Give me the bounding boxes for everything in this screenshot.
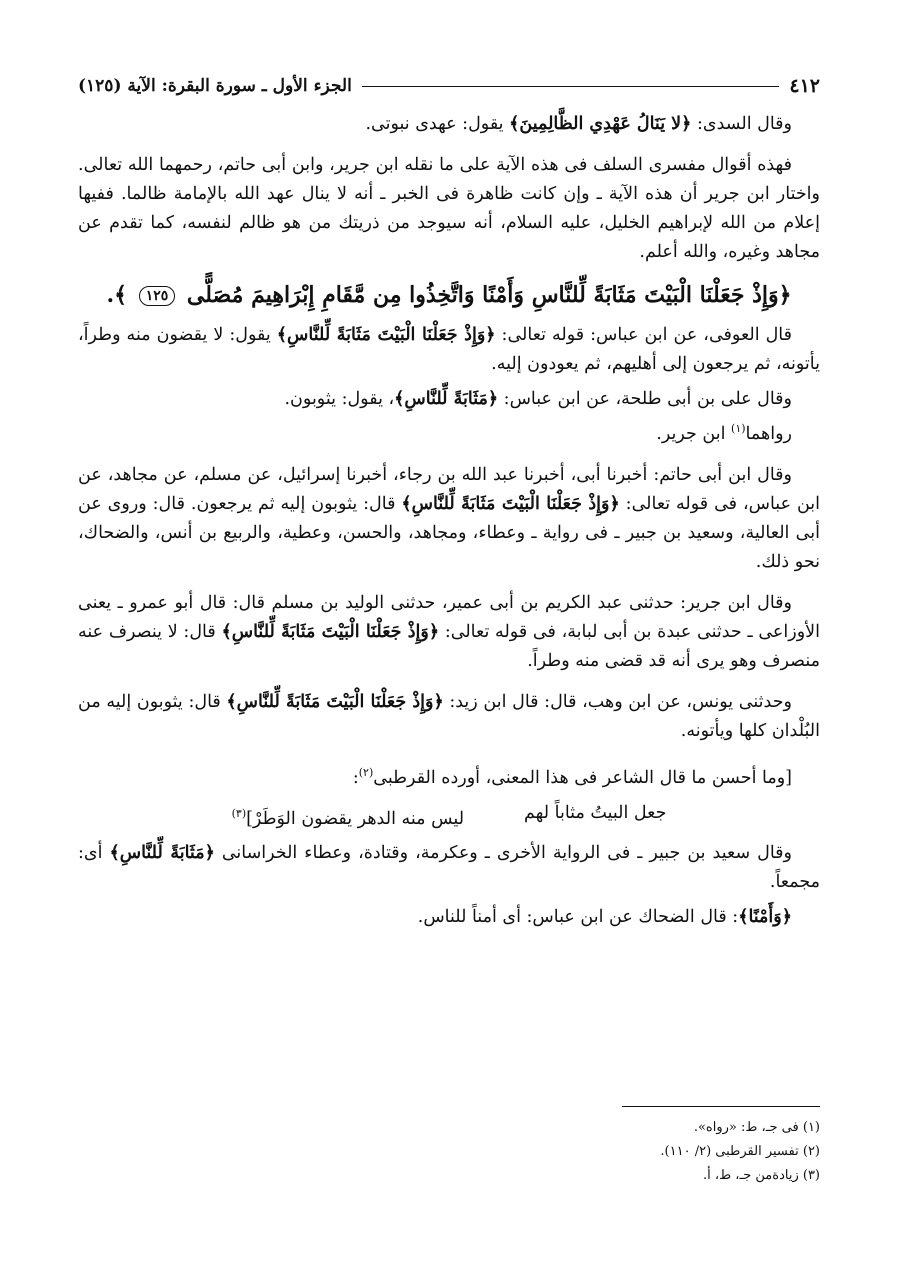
footnote-ref: (١) xyxy=(731,422,746,435)
paragraph-text: : قال الضحاك عن ابن عباس: أى أمناً للناس. xyxy=(417,907,739,928)
paragraph-yunus xyxy=(78,688,820,746)
paragraph-text: وقال سعيد بن جبير ـ فى الرواية الأخرى ـ وعكرمة، وقتادة، وعطاء الخراسانى xyxy=(214,843,792,864)
footnote-separator xyxy=(622,1106,820,1107)
paragraph-abi-hatim xyxy=(78,461,820,577)
paragraph-text: رواهما xyxy=(745,423,792,444)
poem-text: ليس منه الدهر يقضون الوَطَرْ] xyxy=(246,808,465,829)
paragraph-text: قال العوفى، عن ابن عباس: قوله تعالى: xyxy=(495,325,793,345)
quran-quote: ﴿وَأَمْنًا﴾ xyxy=(738,907,792,928)
header-rule xyxy=(362,86,780,87)
quran-quote: ﴿وَإِذْ جَعَلْنَا الْبَيْتَ مَثَابَةً لِّلنَّاسِ﴾ xyxy=(221,621,440,642)
footnotes xyxy=(78,1116,820,1188)
poem-hemistich-left xyxy=(232,799,464,834)
paragraph-text: يقول: لا يقضون منه وطراً، يأتونه، ثم يرجعون إلى أهليهم، ثم يعودون إليه. xyxy=(78,325,820,374)
paragraph-rawahuma xyxy=(78,414,820,449)
page-number: ٤١٢ xyxy=(789,75,820,97)
footnote-3: (٣) زيادةمن جـ، ط، أ. xyxy=(703,1168,820,1183)
paragraph-ali xyxy=(78,385,820,414)
paragraph-text: وحدثنى يونس، عن ابن وهب، قال: قال ابن زيد: xyxy=(443,691,792,712)
quran-quote: ﴿مَثَابَةً لِّلنَّاسِ﴾ xyxy=(394,389,499,409)
paragraph-suddi xyxy=(78,110,820,139)
paragraph-text: ، يقول: يثوبون. xyxy=(284,389,395,409)
verse-heading xyxy=(78,273,820,317)
paragraph-text: قال: لا ينصرف عنه منصرف وهو يرى أنه قد قضى منه وطراً. xyxy=(78,621,820,671)
verse-number-badge: ١٢٥ xyxy=(139,286,176,306)
quran-quote: ﴿لا يَنَالُ عَهْدِي الظَّالِمِينَ﴾ xyxy=(509,114,692,134)
paragraph-summary: فهذه أقوال مفسرى السلف فى هذه الآية على ما نقله ابن جرير، وابن أبى حاتم، رحمهما الله تعالى. واختار ابن جرير أن هذه الآية ـ وإن كانت ظاهرة فى الخبر ـ أنه لا ينال عهد الله بالإمامة ظالما. ففيها إعلام من الله لإبراهيم الخليل، عليه السلام، أنه سيوجد من ذريتك من هو ظالم لنفسه، كما تقدم عن مجاهد وغيره، والله أعلم. xyxy=(78,155,820,262)
page-header xyxy=(78,68,820,104)
page-body xyxy=(78,68,820,932)
poem-verse xyxy=(78,799,820,834)
quran-quote: ﴿وَإِذْ جَعَلْنَا الْبَيْتَ مَثَابَةً لِّلنَّاسِ﴾ xyxy=(276,325,496,345)
footnote-1: (١) فى جـ، ط: «رواه». xyxy=(693,1120,820,1135)
paragraph-text: وقال ابن جرير: حدثنى عبد الكريم بن أبى عمير، حدثنى الوليد بن مسلم قال: قال أبو عمرو ـ يعنى الأوزاعى ـ حدثنى عبدة بن أبى لبابة، فى قوله تعالى: xyxy=(78,592,820,642)
paragraph-text: قال: يثوبون إليه ثم يرجعون. قال: وروى عن أبى العالية، وسعيد بن جبير ـ فى رواية ـ وعطاء، ومجاهد، والحسن، وعطية، والربيع بن أنس، والضحاك، نحو ذلك. xyxy=(78,493,820,572)
paragraph-text: يقول: عهدى نبوتى. xyxy=(365,114,510,134)
paragraph-text: [وما أحسن ما قال الشاعر فى هذا المعنى، أورده القرطبى xyxy=(373,767,792,788)
paragraph-awfi xyxy=(78,321,820,379)
footnote-2: (٢) تفسير القرطبى (٢/ ١١٠). xyxy=(660,1144,820,1159)
quran-quote: ﴿مَثَابَةً لِّلنَّاسِ﴾ xyxy=(109,843,215,864)
paragraph-said xyxy=(78,839,820,897)
paragraph-text: : xyxy=(352,767,359,788)
paragraph-text: ابن جرير. xyxy=(656,423,732,444)
paragraph-text: وقال السدى: xyxy=(691,114,792,134)
paragraph-text: وقال على بن أبى طلحة، عن ابن عباس: xyxy=(498,389,792,409)
paragraph-text: أى: مجمعاً. xyxy=(78,843,820,893)
poem-hemistich-right: جعل البيتُ مثاباً لهم xyxy=(524,802,667,823)
verse-text: ﴿وَإِذْ جَعَلْنَا الْبَيْتَ مَثَابَةً لِّلنَّاسِ وَأَمْنًا وَاتَّخِذُوا مِن مَّقَامِ إِبْرَاهِيمَ مُصَلًّى xyxy=(186,282,792,308)
quran-quote: ﴿وَإِذْ جَعَلْنَا الْبَيْتَ مَثَابَةً لِّلنَّاسِ﴾ xyxy=(401,493,620,514)
paragraph-poet-intro xyxy=(78,758,820,793)
paragraph-text: قال: يثوبون إليه من البُلْدان كلها ويأتونه. xyxy=(78,691,820,741)
paragraph-text: وقال ابن أبى حاتم: أخبرنا أبى، أخبرنا عبد الله بن رجاء، أخبرنا إسرائيل، عن مسلم، عن مجاهد، عن ابن عباس، فى قوله تعالى: xyxy=(78,464,821,514)
footnote-ref: (٢) xyxy=(358,765,374,779)
footnote-ref: (٣) xyxy=(231,806,247,820)
verse-end: ﴾. xyxy=(106,282,128,308)
paragraph-amnan xyxy=(78,903,820,932)
running-title: الجزء الأول ـ سورة البقرة: الآية (١٢٥) xyxy=(78,76,352,96)
paragraph-ibn-jarir xyxy=(78,589,820,676)
quran-quote: ﴿وَإِذْ جَعَلْنَا الْبَيْتَ مَثَابَةً لِّلنَّاسِ﴾ xyxy=(226,691,444,712)
